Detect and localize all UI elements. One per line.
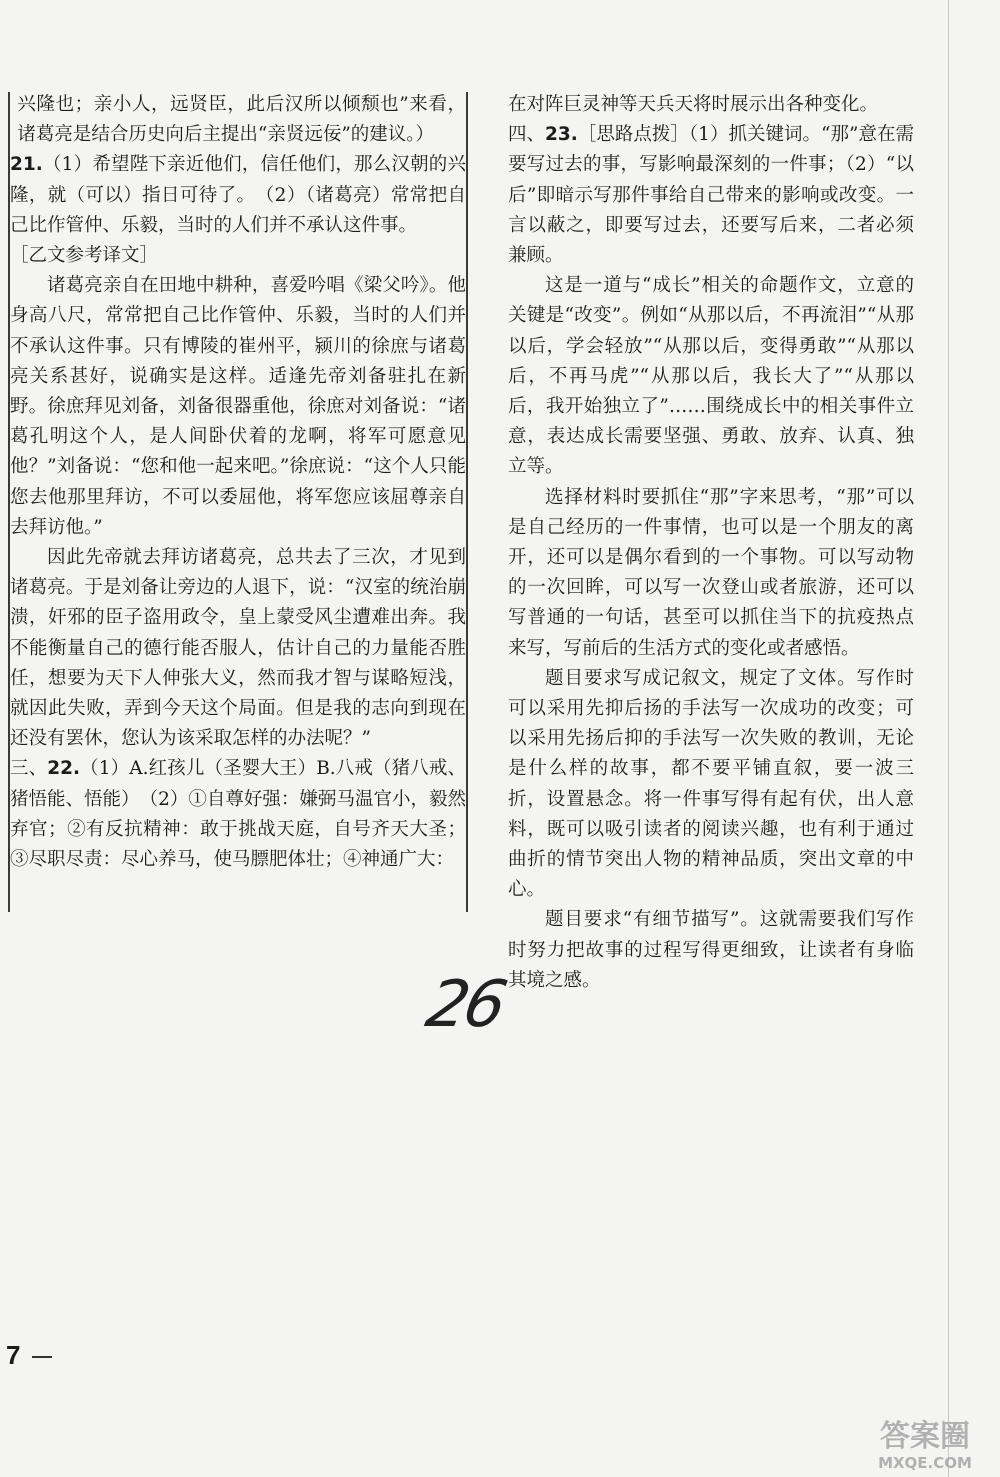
watermark-icon — [855, 1410, 995, 1472]
translation-heading: ［乙文参考译文］ — [10, 245, 159, 267]
right-para-continuation: 在对阵巨灵神等天兵天将时展示出各种变化。 — [508, 94, 879, 115]
column-divider — [466, 92, 468, 912]
section-prefix: 四、 — [508, 124, 546, 146]
watermark-url: MXQE.COM — [878, 1454, 972, 1472]
left-column — [10, 90, 466, 875]
right-column — [508, 90, 914, 996]
left-para-continuation: 兴隆也；亲小人，远贤臣，此后汉所以倾颓也”来看，诸葛亮是结合历史向后主提出“亲贤远佞”的建议。） — [17, 94, 466, 146]
question-22 — [10, 754, 466, 875]
essay-para-5: 题目要求“有细节描写”。这就需要我们写作时努力把故事的过程写得更细致，让读者有身临其境之感。 — [508, 909, 914, 991]
handwritten-page-number: 26 — [420, 968, 510, 1042]
watermark-cn: 答案圈 — [880, 1419, 970, 1454]
question-number: 22. — [47, 758, 81, 780]
essay-para-3: 选择材料时要抓住“那”字来思考，“那”可以是自己经历的一件事情，也可以是一个朋友的离开，还可以是偶尔看到的一个事物。可以写动物的一次回眸，可以写一次登山或者旅游，还可以写普通的一句话，甚至可以抓住当下的抗疫热点来写，写前后的生活方式的变化或者感悟。 — [508, 486, 914, 659]
translation-para-1: 诸葛亮亲自在田地中耕种，喜爱吟唱《梁父吟》。他身高八尺，常常把自己比作管仲、乐毅，当时的人们并不承认这件事。只有博陵的崔州平，颍川的徐庶与诸葛亮关系甚好，说确实是这样。适逢先帝刘备驻扎在新野。徐庶拜见刘备，刘备很器重他，徐庶对刘备说：“诸葛孔明这个人，是人间卧伏着的龙啊，将军可愿意见他？”刘备说：“您和他一起来吧。”徐庶说：“这个人只能您去他那里拜访，不可以委屈他，将军您应该屈尊亲自去拜访他。” — [10, 275, 466, 538]
essay-para-2: 这是一道与“成长”相关的命题作文，立意的关键是“改变”。例如“从那以后，不再流泪”“从那以后，学会轻放”“从那以后，变得勇敢”“从那以后，不再马虎”“从那以后，我长大了”“从那以后，我开始独立了”……围绕成长中的相关事件立意，表达成长需要坚强、勇敢、放弃、认真、独立等。 — [508, 275, 914, 478]
question-number: 23. — [545, 124, 578, 146]
question-22-text: （1）A.红孩儿（圣婴大王）B.八戒（猪八戒、猪悟能、悟能） （2）①自尊好强：嫌弼马温官小，毅然弃官；②有反抗精神：敢于挑战天庭，自号齐天大圣；③尽职尽责：尽心养马，使马膘肥体壮；④神通广大： — [10, 758, 466, 871]
essay-para-4: 题目要求写成记叙文，规定了文体。写作时可以采用先抑后扬的手法写一次成功的改变；可以采用先扬后抑的手法写一次失败的教训，无论是什么样的故事，都不要平铺直叙，要一波三折，设置悬念。将一件事写得有起有伏，出人意料，既可以吸引读者的阅读兴趣，也有利于通过曲折的情节突出人物的精神品质，突出文章的中心。 — [508, 667, 914, 901]
section-prefix: 三、 — [10, 758, 48, 780]
question-23 — [508, 120, 914, 271]
watermark-logo — [855, 1410, 995, 1472]
page-number: 7 — [6, 1340, 21, 1370]
question-21 — [10, 150, 466, 241]
question-number: 21. — [10, 154, 43, 176]
binding-edge — [948, 0, 949, 1477]
question-23-text: ［思路点拨］（1）抓关键词。“那”意在需要写过去的事，写影响最深刻的一件事；（2）“以后”即暗示写那件事给自己带来的影响或改变。一言以蔽之，即要写过去，还要写后来，二者必须兼顾。 — [508, 124, 914, 267]
page-number-dash — [32, 1356, 52, 1358]
question-21-text: （1）希望陛下亲近他们，信任他们，那么汉朝的兴隆，就（可以）指日可待了。 （2）（诸葛亮）常常把自己比作管仲、乐毅，当时的人们并不承认这件事。 — [10, 154, 466, 236]
translation-para-2: 因此先帝就去拜访诸葛亮，总共去了三次，才见到诸葛亮。于是刘备让旁边的人退下，说：“汉室的统治崩溃，奸邪的臣子盗用政令，皇上蒙受风尘遭难出奔。我不能衡量自己的德行能否服人，估计自己的力量能否胜任，想要为天下人伸张大义，然而我才智与谋略短浅，就因此失败，弄到今天这个局面。但是我的志向到现在还没有罢休，您认为该采取怎样的办法呢？” — [10, 547, 466, 750]
